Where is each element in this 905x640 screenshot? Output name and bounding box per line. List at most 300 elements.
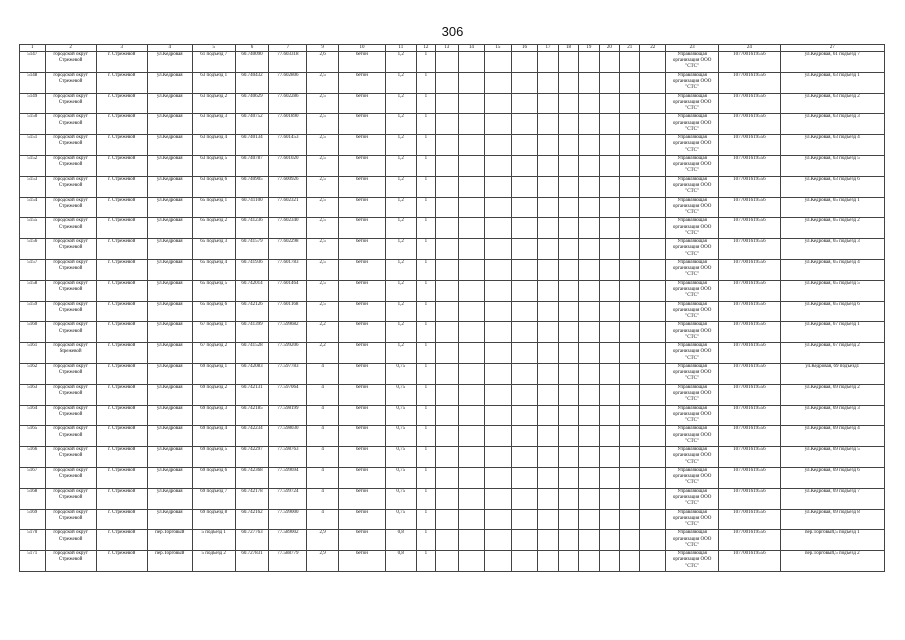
cell-empty [599, 218, 619, 239]
cell-organization: Управляющая организация ООО "СТС" [666, 467, 719, 488]
cell-longitude: 77.602340 [269, 218, 307, 239]
cell-empty [558, 176, 578, 197]
cell-col-9: 2,9 [307, 530, 339, 551]
cell-street: ул.Кедровая [147, 343, 192, 364]
cell-ogrn: 1077001619556 [719, 218, 780, 239]
cell-empty [458, 551, 485, 572]
cell-empty [458, 135, 485, 156]
cell-empty [538, 93, 558, 114]
cell-row-number: 5149 [20, 93, 46, 114]
cell-organization: Управляющая организация ООО "СТС" [666, 426, 719, 447]
cell-empty [640, 405, 666, 426]
cell-house: 65 подъезд 3 [192, 239, 235, 260]
table-row [20, 280, 885, 301]
cell-latitude: 60.740787 [235, 155, 269, 176]
cell-longitude: 77.599724 [269, 488, 307, 509]
cell-empty [579, 467, 599, 488]
cell-col-11: 0,8 [385, 551, 416, 572]
cell-empty [511, 176, 538, 197]
cell-organization: Управляющая организация ООО "СТС" [666, 72, 719, 93]
cell-empty [485, 197, 512, 218]
cell-empty [458, 301, 485, 322]
cell-empty [538, 447, 558, 468]
cell-row-number: 5169 [20, 509, 46, 530]
cell-col-12: 1 [416, 530, 435, 551]
cell-street: ул.Кедровая [147, 239, 192, 260]
column-header: 4 [147, 45, 192, 52]
cell-longitude: 77.602321 [269, 197, 307, 218]
cell-empty [558, 363, 578, 384]
table-row [20, 218, 885, 239]
cell-row-number: 5148 [20, 72, 46, 93]
cell-empty [485, 239, 512, 260]
cell-longitude: 77.599206 [269, 343, 307, 364]
cell-organization: Управляющая организация ООО "СТС" [666, 52, 719, 73]
cell-empty [511, 467, 538, 488]
cell-street: ул.Кедровая [147, 405, 192, 426]
cell-row-number: 5147 [20, 52, 46, 73]
cell-house: 65 подъезд 2 [192, 218, 235, 239]
table-row [20, 176, 885, 197]
cell-empty [558, 301, 578, 322]
cell-empty [640, 176, 666, 197]
cell-empty [485, 72, 512, 93]
cell-row-number: 5159 [20, 301, 46, 322]
column-header: 23 [666, 45, 719, 52]
cell-city: г. Стрежевой [96, 155, 147, 176]
cell-col-11: 1,2 [385, 176, 416, 197]
column-header: 16 [511, 45, 538, 52]
cell-col-12: 1 [416, 197, 435, 218]
cell-empty [436, 405, 458, 426]
cell-empty [620, 176, 640, 197]
cell-empty [538, 114, 558, 135]
cell-col-12: 1 [416, 363, 435, 384]
cell-empty [485, 52, 512, 73]
cell-empty [620, 426, 640, 447]
cell-empty [511, 322, 538, 343]
cell-col-12: 1 [416, 218, 435, 239]
cell-empty [599, 114, 619, 135]
cell-street: ул.Кедровая [147, 447, 192, 468]
cell-surface: бетон [338, 405, 385, 426]
table-row [20, 384, 885, 405]
cell-row-number: 5161 [20, 343, 46, 364]
cell-row-number: 5167 [20, 467, 46, 488]
cell-city: г. Стрежевой [96, 135, 147, 156]
cell-city: г. Стрежевой [96, 384, 147, 405]
cell-empty [579, 363, 599, 384]
cell-empty [458, 343, 485, 364]
cell-address: ул.Кедровая, 69 подъезд 3 [780, 405, 884, 426]
cell-empty [579, 551, 599, 572]
cell-district: городской округ Стрежевой [45, 551, 96, 572]
cell-empty [458, 218, 485, 239]
cell-address: пер.Торговый,5 подъезд 1 [780, 530, 884, 551]
cell-organization: Управляющая организация ООО "СТС" [666, 488, 719, 509]
table-row [20, 72, 885, 93]
cell-surface: бетон [338, 488, 385, 509]
cell-empty [458, 488, 485, 509]
cell-empty [620, 72, 640, 93]
cell-empty [599, 363, 619, 384]
cell-empty [436, 447, 458, 468]
cell-col-12: 1 [416, 509, 435, 530]
cell-col-11: 0,75 [385, 488, 416, 509]
cell-house: 63 подъезд 2 [192, 93, 235, 114]
table-row [20, 135, 885, 156]
cell-district: городской округ Стрежевой [45, 197, 96, 218]
cell-col-9: 2,5 [307, 218, 339, 239]
registry-table [19, 44, 885, 572]
cell-house: 61 подъезд 7 [192, 52, 235, 73]
cell-empty [538, 488, 558, 509]
cell-surface: бетон [338, 135, 385, 156]
cell-empty [599, 405, 619, 426]
cell-empty [485, 509, 512, 530]
cell-house: 69 подъезд 3 [192, 405, 235, 426]
cell-empty [620, 218, 640, 239]
cell-district: городской округ Стрежевой [45, 301, 96, 322]
cell-address: ул.Кедровая, 69 подъезд 7 [780, 488, 884, 509]
cell-empty [436, 52, 458, 73]
cell-empty [579, 509, 599, 530]
column-header: 10 [338, 45, 385, 52]
cell-address: ул.Кедровая, 63 подъезд 2 [780, 93, 884, 114]
cell-surface: бетон [338, 52, 385, 73]
table-row [20, 467, 885, 488]
table-row [20, 551, 885, 572]
cell-row-number: 5164 [20, 405, 46, 426]
cell-empty [511, 52, 538, 73]
cell-empty [579, 197, 599, 218]
cell-house: 67 подъезд 2 [192, 343, 235, 364]
cell-empty [599, 447, 619, 468]
cell-empty [640, 155, 666, 176]
cell-empty [458, 530, 485, 551]
cell-house: 69 подъезд 7 [192, 488, 235, 509]
cell-district: городской округ Стрежевой [45, 176, 96, 197]
cell-organization: Управляющая организация ООО "СТС" [666, 114, 719, 135]
cell-latitude: 60.727763 [235, 530, 269, 551]
cell-empty [640, 114, 666, 135]
column-header: 20 [599, 45, 619, 52]
cell-empty [485, 114, 512, 135]
cell-longitude: 77.602298 [269, 239, 307, 260]
cell-city: г. Стрежевой [96, 509, 147, 530]
cell-empty [620, 488, 640, 509]
cell-empty [599, 343, 619, 364]
table-row [20, 530, 885, 551]
cell-empty [436, 155, 458, 176]
cell-empty [579, 426, 599, 447]
cell-city: г. Стрежевой [96, 530, 147, 551]
cell-col-11: 0,75 [385, 405, 416, 426]
cell-latitude: 60.742131 [235, 384, 269, 405]
cell-latitude: 60.741399 [235, 322, 269, 343]
cell-surface: бетон [338, 155, 385, 176]
cell-surface: бетон [338, 530, 385, 551]
cell-empty [599, 176, 619, 197]
cell-latitude: 60.742014 [235, 280, 269, 301]
cell-longitude: 77.599694 [269, 467, 307, 488]
cell-empty [599, 322, 619, 343]
cell-ogrn: 1077001619556 [719, 551, 780, 572]
column-header: 24 [719, 45, 780, 52]
cell-longitude: 77.601168 [269, 301, 307, 322]
cell-empty [436, 426, 458, 447]
table-row [20, 93, 885, 114]
cell-col-9: 2,2 [307, 343, 339, 364]
cell-ogrn: 1077001619556 [719, 259, 780, 280]
cell-empty [558, 218, 578, 239]
cell-street: ул.Кедровая [147, 322, 192, 343]
cell-surface: бетон [338, 259, 385, 280]
cell-empty [485, 301, 512, 322]
cell-col-9: 2,5 [307, 176, 339, 197]
cell-empty [640, 530, 666, 551]
cell-city: г. Стрежевой [96, 301, 147, 322]
cell-empty [458, 509, 485, 530]
cell-empty [436, 176, 458, 197]
cell-col-9: 2,5 [307, 93, 339, 114]
cell-street: пер.Торговый [147, 530, 192, 551]
cell-latitude: 60.727831 [235, 551, 269, 572]
cell-city: г. Стрежевой [96, 197, 147, 218]
cell-empty [485, 551, 512, 572]
cell-latitude: 60.742162 [235, 509, 269, 530]
table-row [20, 52, 885, 73]
cell-organization: Управляющая организация ООО "СТС" [666, 384, 719, 405]
cell-empty [620, 280, 640, 301]
cell-house: 69 подъезд 5 [192, 447, 235, 468]
cell-empty [458, 426, 485, 447]
cell-empty [579, 322, 599, 343]
cell-col-9: 4 [307, 447, 339, 468]
table-row [20, 114, 885, 135]
cell-empty [579, 52, 599, 73]
column-header: 15 [485, 45, 512, 52]
cell-empty [579, 218, 599, 239]
cell-empty [558, 93, 578, 114]
cell-empty [558, 280, 578, 301]
cell-col-9: 4 [307, 509, 339, 530]
cell-address: ул.Кедровая, 65 подъезд 6 [780, 301, 884, 322]
cell-district: городской округ Стрежевой [45, 93, 96, 114]
cell-empty [538, 259, 558, 280]
cell-col-12: 1 [416, 72, 435, 93]
cell-empty [485, 322, 512, 343]
cell-col-11: 1,2 [385, 301, 416, 322]
cell-ogrn: 1077001619556 [719, 280, 780, 301]
cell-empty [436, 135, 458, 156]
cell-empty [436, 343, 458, 364]
cell-col-9: 2,5 [307, 280, 339, 301]
cell-col-9: 2,5 [307, 197, 339, 218]
cell-empty [511, 197, 538, 218]
table-row [20, 301, 885, 322]
cell-row-number: 5160 [20, 322, 46, 343]
cell-ogrn: 1077001619556 [719, 343, 780, 364]
cell-empty [436, 363, 458, 384]
cell-empty [511, 155, 538, 176]
cell-city: г. Стрежевой [96, 343, 147, 364]
cell-empty [538, 239, 558, 260]
table-header [20, 45, 885, 52]
cell-latitude: 60.741528 [235, 343, 269, 364]
cell-empty [485, 280, 512, 301]
column-header: 12 [416, 45, 435, 52]
cell-organization: Управляющая организация ООО "СТС" [666, 239, 719, 260]
cell-address: ул.Кедровая, 63 подъезд 4 [780, 135, 884, 156]
cell-col-9: 2,5 [307, 135, 339, 156]
cell-house: 65 подъезд 5 [192, 280, 235, 301]
cell-latitude: 60.741100 [235, 197, 269, 218]
cell-empty [511, 218, 538, 239]
cell-empty [579, 343, 599, 364]
cell-latitude: 60.740629 [235, 93, 269, 114]
cell-empty [538, 551, 558, 572]
cell-empty [485, 488, 512, 509]
cell-empty [579, 447, 599, 468]
cell-longitude: 77.588779 [269, 551, 307, 572]
cell-empty [620, 52, 640, 73]
cell-empty [436, 114, 458, 135]
cell-surface: бетон [338, 363, 385, 384]
cell-organization: Управляющая организация ООО "СТС" [666, 197, 719, 218]
cell-city: г. Стрежевой [96, 239, 147, 260]
cell-empty [579, 72, 599, 93]
cell-col-9: 2,5 [307, 72, 339, 93]
cell-city: г. Стрежевой [96, 176, 147, 197]
cell-empty [458, 384, 485, 405]
cell-empty [640, 197, 666, 218]
cell-address: ул.Кедровая, 69 подъезд 4 [780, 426, 884, 447]
cell-row-number: 5158 [20, 280, 46, 301]
cell-longitude: 77.599682 [269, 322, 307, 343]
cell-empty [538, 530, 558, 551]
cell-empty [511, 488, 538, 509]
cell-empty [538, 176, 558, 197]
cell-longitude: 77.598763 [269, 447, 307, 468]
cell-empty [640, 239, 666, 260]
cell-house: 63 подъезд 3 [192, 114, 235, 135]
cell-col-12: 1 [416, 114, 435, 135]
cell-organization: Управляющая организация ООО "СТС" [666, 551, 719, 572]
cell-empty [538, 363, 558, 384]
cell-city: г. Стрежевой [96, 52, 147, 73]
cell-latitude: 60.741936 [235, 259, 269, 280]
cell-empty [620, 509, 640, 530]
cell-street: пер.Торговый [147, 551, 192, 572]
cell-empty [579, 384, 599, 405]
cell-longitude: 77.597783 [269, 363, 307, 384]
cell-house: 65 подъезд 4 [192, 259, 235, 280]
cell-empty [599, 384, 619, 405]
cell-empty [558, 155, 578, 176]
cell-empty [558, 530, 578, 551]
cell-empty [436, 280, 458, 301]
cell-ogrn: 1077001619556 [719, 197, 780, 218]
cell-surface: бетон [338, 426, 385, 447]
cell-empty [579, 405, 599, 426]
column-header: 27 [780, 45, 884, 52]
cell-organization: Управляющая организация ООО "СТС" [666, 343, 719, 364]
cell-empty [485, 384, 512, 405]
column-header: 7 [269, 45, 307, 52]
cell-street: ул.Кедровая [147, 135, 192, 156]
cell-empty [511, 280, 538, 301]
cell-street: ул.Кедровая [147, 155, 192, 176]
cell-empty [485, 135, 512, 156]
cell-col-11: 0,75 [385, 426, 416, 447]
cell-col-11: 1,2 [385, 259, 416, 280]
cell-empty [538, 343, 558, 364]
cell-address: ул.Кедровая, 69 подъезд1 [780, 363, 884, 384]
cell-city: г. Стрежевой [96, 426, 147, 447]
cell-row-number: 5155 [20, 218, 46, 239]
cell-city: г. Стрежевой [96, 218, 147, 239]
cell-row-number: 5162 [20, 363, 46, 384]
cell-empty [579, 135, 599, 156]
cell-empty [511, 301, 538, 322]
cell-district: городской округ Стрежевой [45, 447, 96, 468]
cell-city: г. Стрежевой [96, 488, 147, 509]
cell-empty [579, 155, 599, 176]
cell-empty [579, 239, 599, 260]
cell-surface: бетон [338, 301, 385, 322]
cell-organization: Управляющая организация ООО "СТС" [666, 509, 719, 530]
cell-empty [538, 155, 558, 176]
cell-empty [485, 426, 512, 447]
cell-empty [458, 93, 485, 114]
cell-organization: Управляющая организация ООО "СТС" [666, 447, 719, 468]
cell-col-11: 1,2 [385, 114, 416, 135]
cell-empty [558, 343, 578, 364]
cell-empty [599, 93, 619, 114]
cell-empty [579, 280, 599, 301]
table-row [20, 259, 885, 280]
cell-empty [599, 155, 619, 176]
table-row [20, 197, 885, 218]
cell-col-9: 4 [307, 384, 339, 405]
cell-surface: бетон [338, 509, 385, 530]
cell-empty [640, 301, 666, 322]
cell-empty [485, 93, 512, 114]
cell-longitude: 77.602806 [269, 72, 307, 93]
cell-district: городской округ Стрежевой [45, 384, 96, 405]
cell-longitude: 77.600926 [269, 176, 307, 197]
cell-longitude: 77.601783 [269, 259, 307, 280]
cell-district: городской округ Стрежевой [45, 426, 96, 447]
cell-street: ул.Кедровая [147, 509, 192, 530]
cell-empty [436, 301, 458, 322]
cell-street: ул.Кедровая [147, 384, 192, 405]
cell-empty [511, 135, 538, 156]
cell-empty [599, 509, 619, 530]
cell-col-12: 1 [416, 280, 435, 301]
cell-address: ул.Кедровая, 65 подъезд 4 [780, 259, 884, 280]
cell-empty [511, 72, 538, 93]
cell-ogrn: 1077001619556 [719, 176, 780, 197]
cell-street: ул.Кедровая [147, 488, 192, 509]
cell-empty [511, 93, 538, 114]
cell-empty [511, 114, 538, 135]
cell-empty [458, 155, 485, 176]
cell-street: ул.Кедровая [147, 280, 192, 301]
cell-street: ул.Кедровая [147, 114, 192, 135]
cell-row-number: 5163 [20, 384, 46, 405]
